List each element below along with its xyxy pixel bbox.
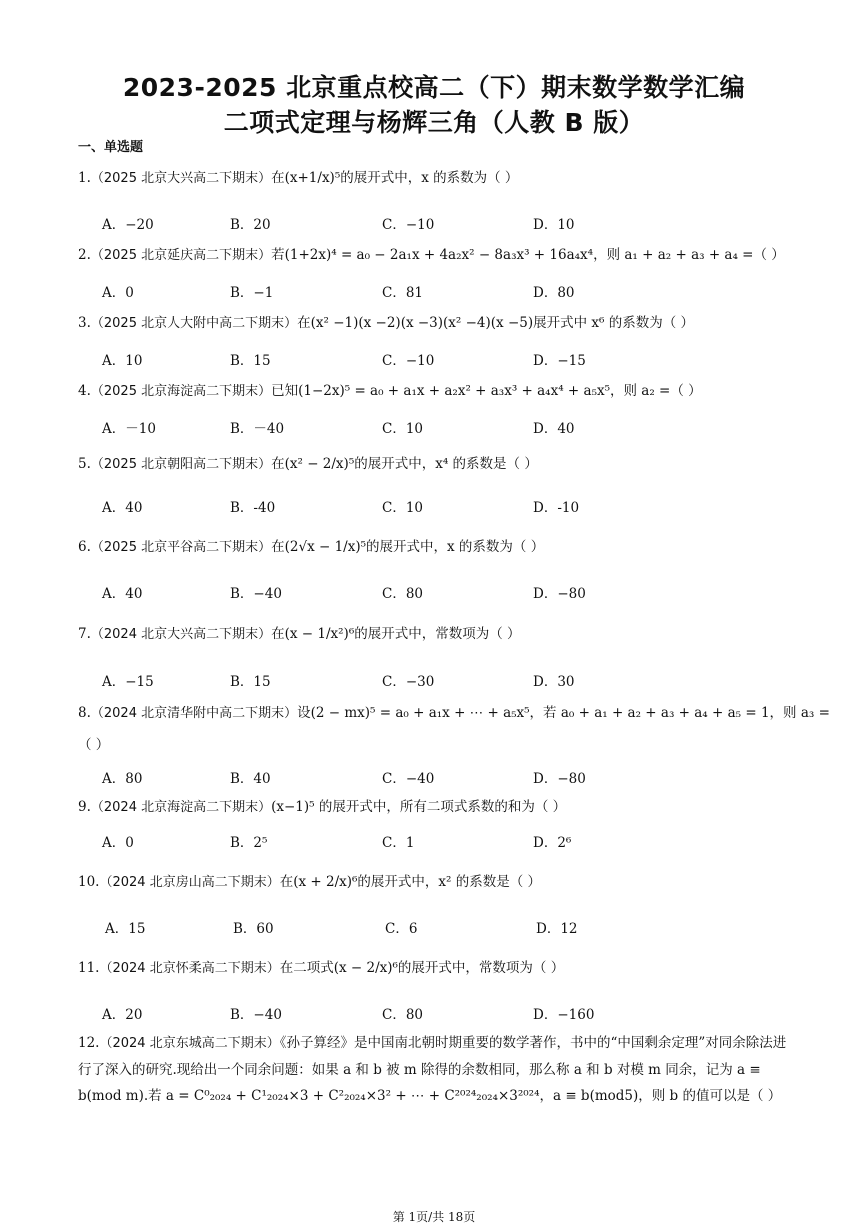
question-number: 2.: [78, 247, 91, 263]
option-b[interactable]: B．15: [230, 674, 271, 690]
question-number: 12.: [78, 1035, 100, 1051]
question-12: [78, 1030, 793, 1109]
option-a[interactable]: A．－10: [102, 421, 156, 437]
option-b[interactable]: B．−40: [230, 1007, 282, 1023]
question-number: 9.: [78, 799, 91, 815]
answer-paren: （ ）: [78, 737, 110, 753]
question-source: （2024 北京怀柔高二下期末）: [99, 961, 280, 976]
question-1: [78, 169, 793, 188]
option-d[interactable]: D．10: [533, 217, 575, 233]
option-d[interactable]: D．2⁶: [533, 835, 572, 851]
question-number: 11.: [78, 960, 100, 976]
question-8-continued: [78, 736, 793, 754]
option-b[interactable]: B．60: [233, 921, 274, 937]
option-c[interactable]: C．80: [382, 586, 424, 602]
option-d[interactable]: D．80: [533, 285, 575, 301]
option-a[interactable]: A．0: [102, 285, 134, 301]
options-9: [102, 831, 802, 849]
question-source: （2024 北京海淀高二下期末）: [90, 800, 272, 815]
document-title-line1: 2023-2025 北京重点校高二（下）期末数学数学汇编: [122, 73, 746, 102]
question-text: 在(x² −1)(x −2)(x −3)(x² −4)(x −5)展开式中 x⁶ 的系数为（ ）: [297, 315, 695, 331]
question-source: （2025 北京朝阳高二下期末）: [90, 457, 272, 472]
question-text: 《孙子算经》是中国南北朝时期重要的数学著作，书中的“中国剩余定理”对同余除法进行了深入的研究.现给出一个同余问题：如果 a 和 b 被 m 除得的余数相同，那么称 a 和 b 对模 m 同余，记为 a ≡ b(mod m).若 a = C⁰₂₀₂₄ + C¹₂₀₂₄×3 + C²₂₀₂₄×3² + ⋯ + C²⁰²⁴₂₀₂₄×3²⁰²⁴，a ≡ b(mod5)，则 b 的值可以是（ ）: [78, 1035, 787, 1104]
option-b[interactable]: B．2⁵: [230, 835, 268, 851]
question-source: （2024 北京东城高二下期末）: [99, 1036, 280, 1051]
option-a[interactable]: A．10: [102, 353, 143, 369]
option-a[interactable]: A．40: [102, 500, 143, 516]
question-text: 在(x − 1/x²)⁶的展开式中，常数项为（ ）: [271, 626, 521, 642]
option-d[interactable]: D．40: [533, 421, 575, 437]
question-6: [78, 538, 793, 557]
question-3: [78, 314, 793, 333]
option-b[interactable]: B．20: [230, 217, 271, 233]
question-source: （2024 北京清华附中高二下期末）: [90, 706, 298, 721]
options-11: [102, 1003, 802, 1021]
question-text: 在二项式(x − 2/x)⁶的展开式中，常数项为（ ）: [279, 960, 565, 976]
option-a[interactable]: A．−15: [102, 674, 154, 690]
question-number: 5.: [78, 456, 91, 472]
option-c[interactable]: C．−30: [382, 674, 435, 690]
option-b[interactable]: B．15: [230, 353, 271, 369]
option-a[interactable]: A．20: [102, 1007, 143, 1023]
question-text: (x−1)⁵ 的展开式中，所有二项式系数的和为（ ）: [271, 799, 567, 815]
question-number: 10.: [78, 874, 100, 890]
option-d[interactable]: D．−80: [533, 586, 586, 602]
question-text: 若(1+2x)⁴ = a₀ − 2a₁x + 4a₂x² − 8a₃x³ + 16a₄x⁴，则 a₁ + a₂ + a₃ + a₄ =（ ）: [271, 247, 785, 263]
option-d[interactable]: D．−160: [533, 1007, 595, 1023]
question-source: （2024 北京房山高二下期末）: [99, 875, 280, 890]
option-d[interactable]: D．12: [536, 921, 578, 937]
option-c[interactable]: C．−40: [382, 771, 435, 787]
question-number: 7.: [78, 626, 91, 642]
option-a[interactable]: A．40: [102, 586, 143, 602]
document-title-line2: 二项式定理与杨辉三角（人教 B 版）: [223, 108, 645, 137]
question-source: （2025 北京平谷高二下期末）: [90, 540, 272, 555]
question-11: [78, 959, 793, 978]
option-b[interactable]: B．−1: [230, 285, 274, 301]
option-a[interactable]: A．0: [102, 835, 134, 851]
options-5: [102, 496, 802, 514]
question-source: （2025 北京人大附中高二下期末）: [90, 316, 298, 331]
question-source: （2025 北京海淀高二下期末）: [90, 384, 272, 399]
question-text: 已知(1−2x)⁵ = a₀ + a₁x + a₂x² + a₃x³ + a₄x⁴ + a₅x⁵，则 a₂ =（ ）: [271, 383, 702, 399]
options-1: [102, 213, 802, 231]
question-number: 8.: [78, 705, 91, 721]
question-9: [78, 798, 793, 817]
options-4: [102, 417, 802, 435]
question-number: 6.: [78, 539, 91, 555]
option-c[interactable]: C．81: [382, 285, 424, 301]
option-a[interactable]: A．15: [105, 921, 146, 937]
option-a[interactable]: A．−20: [102, 217, 154, 233]
question-7: [78, 625, 793, 644]
question-10: [78, 873, 793, 892]
question-number: 1.: [78, 170, 91, 186]
options-6: [102, 582, 802, 600]
question-5: [78, 455, 793, 474]
option-b[interactable]: B．-40: [230, 500, 276, 516]
option-c[interactable]: C．10: [382, 500, 424, 516]
question-text: 在(x+1/x)⁵的展开式中，x 的系数为（ ）: [271, 170, 519, 186]
question-number: 3.: [78, 315, 91, 331]
question-2: [78, 246, 793, 265]
question-text: 在(x + 2/x)⁶的展开式中，x² 的系数是（ ）: [279, 874, 542, 890]
option-d[interactable]: D．30: [533, 674, 575, 690]
options-7: [102, 670, 802, 688]
question-4: [78, 382, 793, 401]
options-3: [102, 349, 802, 367]
question-number: 4.: [78, 383, 91, 399]
question-source: （2025 北京延庆高二下期末）: [90, 248, 272, 263]
options-2: [102, 281, 802, 299]
option-c[interactable]: C．10: [382, 421, 424, 437]
option-d[interactable]: D．−80: [533, 771, 586, 787]
option-c[interactable]: C．80: [382, 1007, 424, 1023]
question-8: [78, 704, 830, 723]
option-c[interactable]: C．6: [385, 921, 418, 937]
option-b[interactable]: B．40: [230, 771, 271, 787]
option-d[interactable]: D．-10: [533, 500, 580, 516]
options-10: [105, 917, 805, 935]
question-text: 设(2 − mx)⁵ = a₀ + a₁x + ⋯ + a₅x⁵，若 a₀ + a₁ + a₂ + a₃ + a₄ + a₅ = 1，则 a₃ =: [297, 705, 830, 721]
page-footer: 第 1页/共 18页: [392, 1210, 476, 1224]
option-d[interactable]: D．−15: [533, 353, 586, 369]
option-c[interactable]: C．−10: [382, 353, 435, 369]
option-b[interactable]: B．－40: [230, 421, 285, 437]
question-text: 在(2√x − 1/x)⁵的展开式中，x 的系数为（ ）: [271, 539, 545, 555]
option-c[interactable]: C．1: [382, 835, 415, 851]
question-source: （2025 北京大兴高二下期末）: [90, 171, 272, 186]
option-b[interactable]: B．−40: [230, 586, 282, 602]
section-heading: 一、单选题: [78, 140, 144, 155]
options-8: [102, 767, 802, 785]
question-source: （2024 北京大兴高二下期末）: [90, 627, 272, 642]
option-c[interactable]: C．−10: [382, 217, 435, 233]
option-a[interactable]: A．80: [102, 771, 143, 787]
question-text: 在(x² − 2/x)⁵的展开式中，x⁴ 的系数是（ ）: [271, 456, 538, 472]
